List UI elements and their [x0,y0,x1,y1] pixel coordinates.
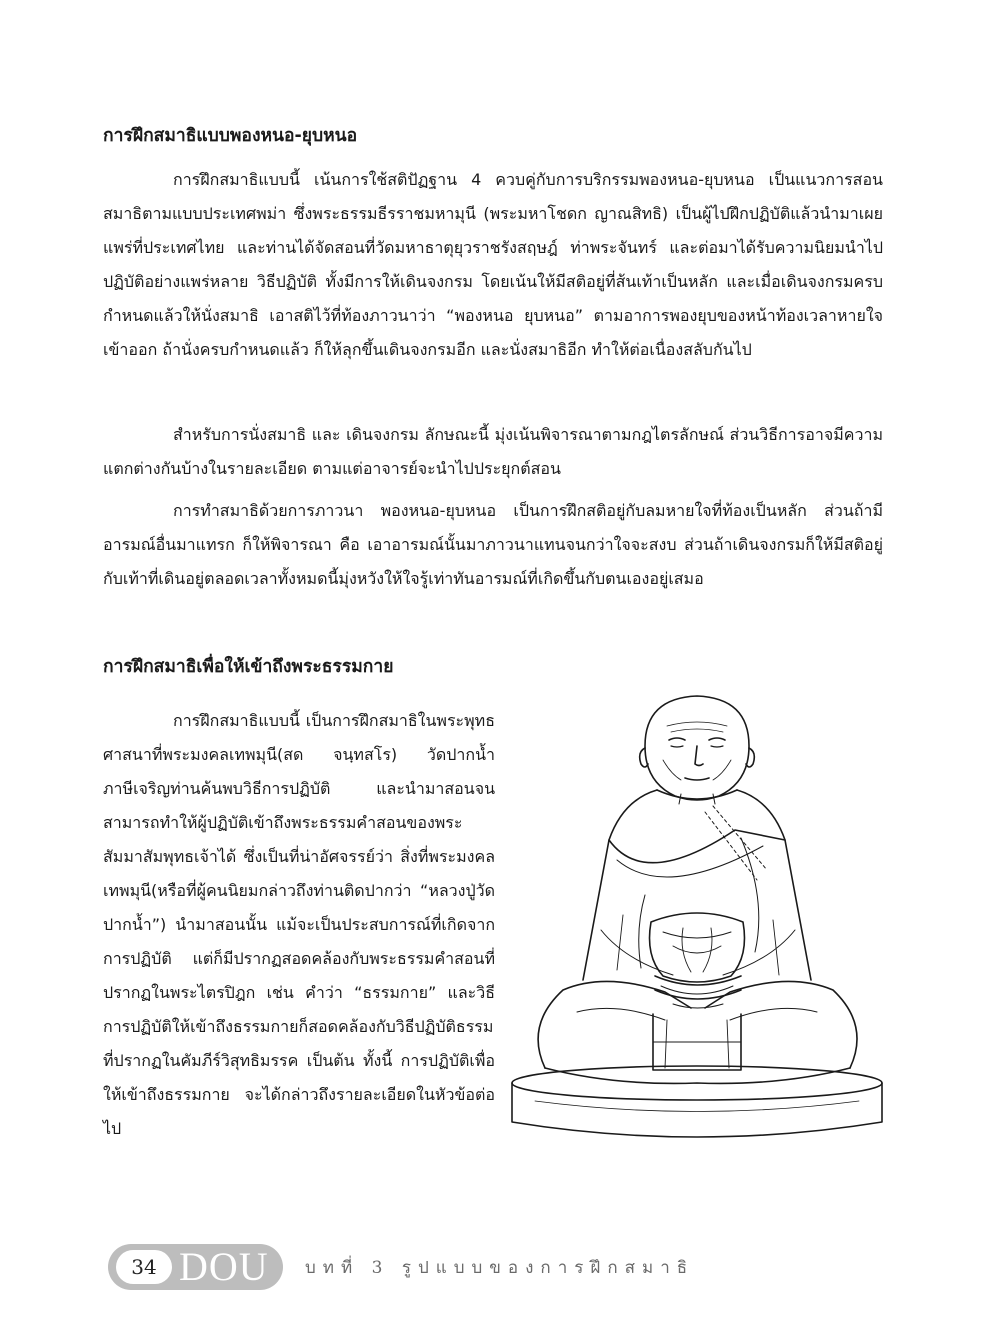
seated-monk-illustration [505,690,890,1145]
chapter-title: บทที่ 3 รูปแบบของการฝึกสมาธิ [305,1257,695,1278]
paragraph-dhammakaya-method: การฝึกสมาธิแบบนี้ เป็นการฝึกสมาธิในพระพุทธศาสนาที่พระมงคลเทพมุนี(สด จนฺทสโร) วัดปากน้ำภาษีเจริญท่านค้นพบวิธีการปฏิบัติ และนำมาสอนจนสามารถทำให้ผู้ปฏิบัติเข้าถึงพระธรรมคำสอนของพระสัมมาสัมพุทธเจ้าได้ ซึ่งเป็นที่น่าอัศจรรย์ว่า สิ่งที่พระมงคลเทพมุนี(หรือที่ผู้คนนิยมกล่าวถึงท่านติดปากว่า “หลวงปู่วัดปากน้ำ”) นำมาสอนนั้น แม้จะเป็นประสบการณ์ที่เกิดจากการปฏิบัติ แต่ก็มีปรากฏสอดคล้องกับพระธรรมคำสอนที่ปรากฏในพระไตรปิฎก เช่น คำว่า “ธรรมกาย” และวิธีการปฏิบัติให้เข้าถึงธรรมกายก็สอดคล้องกับวิธีปฏิบัติธรรมที่ปรากฏในคัมภีร์วิสุทธิมรรค เป็นต้น ทั้งนี้ การปฏิบัติเพื่อให้เข้าถึงธรรมกาย จะได้กล่าวถึงรายละเอียดในหัวข้อต่อไป [103,711,495,1138]
brand-logo: DOU [179,1244,269,1289]
section-heading-pong-yub: การฝึกสมาธิแบบพองหนอ-ยุบหนอ [103,126,358,146]
page-number: 34 [116,1250,172,1284]
footer-badge [108,1244,283,1290]
monk-robe [583,790,811,980]
monk-head [640,696,755,804]
paragraph-pong-yub-method: การฝึกสมาธิแบบนี้ เน้นการใช้สติปัฏฐาน 4 ควบคู่กับการบริกรรมพองหนอ-ยุบหนอ เป็นแนวการสอนสมาธิตามแบบประเทศพม่า ซึ่งพระธรรมธีรราชมหามุนี (พระมหาโชดก ญาณสิทธิ) เป็นผู้ไปฝึกปฏิบัติแล้วนำมาเผยแพร่ที่ประเทศไทย และท่านได้จัดสอนที่วัดมหาธาตุยุวราชรังสฤษฎ์ ท่าพระจันทร์ และต่อมาได้รับความนิยมนำไปปฏิบัติอย่างแพร่หลาย วิธีปฏิบัติ ทั้งมีการให้เดินจงกรม โดยเน้นให้มีสติอยู่ที่ส้นเท้าเป็นหลัก และเมื่อเดินจงกรมครบกำหนดแล้วให้นั่งสมาธิ เอาสติไว้ที่ท้องภาวนาว่า “พองหนอ ยุบหนอ” ตามอาการพองยุบของหน้าท้องเวลาหายใจเข้าออก ถ้านั่งครบกำหนดแล้ว ก็ให้ลุกขึ้นเดินจงกรมอีก และนั่งสมาธิอีก ทำให้ต่อเนื่องสลับกันไป [103,170,883,359]
section-heading-dhammakaya: การฝึกสมาธิเพื่อให้เข้าถึงพระธรรมกาย [103,657,394,677]
hands-in-lap [650,913,745,994]
page-footer [108,1244,694,1290]
robe-front-panel [653,1014,741,1070]
crossed-legs [538,981,857,1083]
paragraph-mindfulness-breath: การทำสมาธิด้วยการภาวนา พองหนอ-ยุบหนอ เป็นการฝึกสติอยู่กับลมหายใจที่ท้องเป็นหลัก ส่วนถ้ามีอารมณ์อื่นมาแทรก ก็ให้พิจารณา คือ เอาอารมณ์นั้นมาภาวนาแทนจนกว่าใจจะสงบ ส่วนถ้าเดินจงกรมก็ให้มีสติอยู่กับเท้าที่เดินอยู่ตลอดเวลาทั้งหมดนี้มุ่งหวังให้ใจรู้เท่าทันอารมณ์ที่เกิดขึ้นกับตนเองอยู่เสมอ [103,501,883,588]
pedestal-base [512,1066,882,1137]
paragraph-sitting-walking: สำหรับการนั่งสมาธิ และ เดินจงกรม ลักษณะนี้ มุ่งเน้นพิจารณาตามกฎไตรลักษณ์ ส่วนวิธีการอาจมีความแตกต่างกันบ้างในรายละเอียด ตามแต่อาจารย์จะนำไปประยุกต์สอน [103,425,883,478]
